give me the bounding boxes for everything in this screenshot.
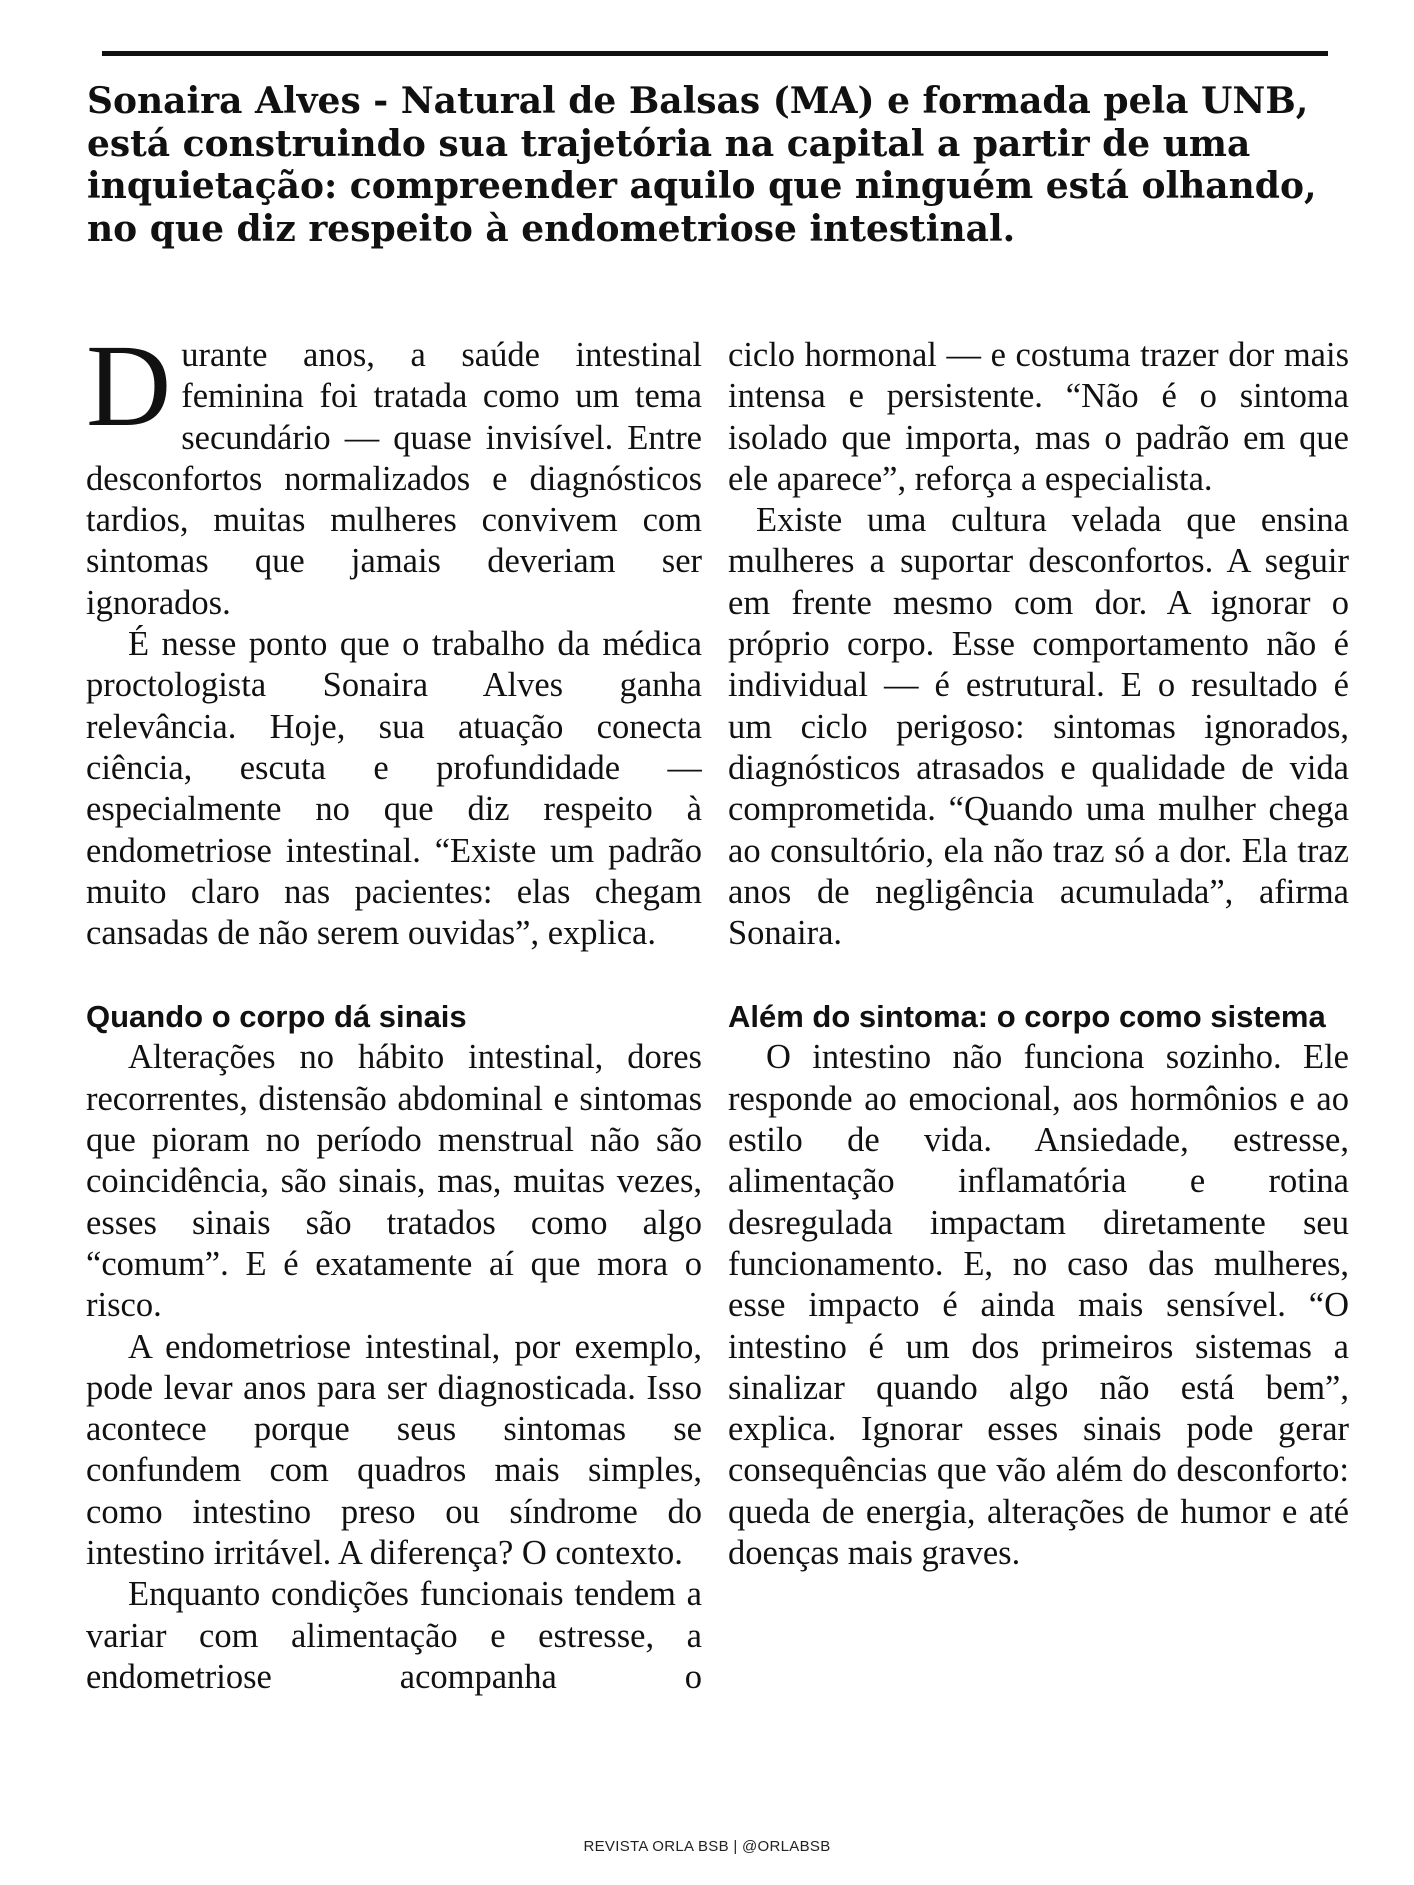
article-paragraph: ciclo hormonal — e costuma trazer dor mais intensa e persistente. “Não é o sintoma isolado que importa, mas o padrão em que ele aparece”, reforça a especialista. (728, 336, 1349, 498)
article-paragraph: Alterações no hábito intestinal, dores recorrentes, distensão abdominal e sintomas que pioram no período menstrual não são coincidência, são sinais, mas, muitas vezes, esses sinais são tratados como algo “comum”. E é exatamente aí que mora o risco. (86, 1038, 702, 1325)
lead-paragraph: Sonaira Alves - Natural de Balsas (MA) e formada pela UNB, está construindo sua trajetória na capital a partir de uma inquietação: compreender aquilo que ninguém está olhando, no que diz respeito à endometriose intestinal. (87, 80, 1317, 250)
page-footer: REVISTA ORLA BSB | @ORLABSB (583, 1838, 831, 1855)
drop-cap: D (86, 335, 172, 451)
article-paragraph: O intestino não funciona sozinho. Ele responde ao emocional, aos hormônios e ao estilo de vida. Ansiedade, estresse, alimentação inflamatória e rotina desregulada impactam diretamente seu funcionamento. E, no caso das mulheres, esse impacto é ainda mais sensível. “O intestino é um dos primeiros sistemas a sinalizar quando algo não está bem”, explica. Ignorar esses sinais pode gerar consequências que vão além do desconforto: queda de energia, alterações de humor e até doenças mais graves. (728, 1038, 1349, 1573)
right-column (728, 335, 1349, 1825)
article-paragraph: Enquanto condições funcionais tendem a variar com alimentação e estresse, a endometriose acompanha o (86, 1575, 702, 1696)
article-paragraph: A endometriose intestinal, por exemplo, pode levar anos para ser diagnosticada. Isso acontece porque seus sintomas se confundem com quadros mais simples, como intestino preso ou síndrome do intestino irritável. A diferença? O contexto. (86, 1327, 702, 1573)
section-heading: Quando o corpo dá sinais (86, 999, 467, 1035)
left-column (86, 335, 702, 1825)
article-paragraph (86, 335, 702, 624)
top-rule (102, 51, 1328, 56)
section-heading: Além do sintoma: o corpo como sistema (728, 999, 1326, 1035)
article-paragraph: É nesse ponto que o trabalho da médica proctologista Sonaira Alves ganha relevância. Hoje, sua atuação conecta ciência, escuta e profundidade — especialmente no que diz respeito à endometriose intestinal. “Existe um padrão muito claro nas pacientes: elas chegam cansadas de não serem ouvidas”, explica. (86, 625, 702, 953)
article-paragraph-text: urante anos, a saúde intestinal feminina foi tratada como um tema secundário — quase invisível. Entre desconfortos normalizados e diagnósticos tardios, muitas mulheres convivem com sintomas que jamais deveriam ser ignorados. (86, 336, 702, 622)
article-paragraph: Existe uma cultura velada que ensina mulheres a suportar desconfortos. A seguir em frente mesmo com dor. A ignorar o próprio corpo. Esse comportamento não é individual — é estrutural. E o resultado é um ciclo perigoso: sintomas ignorados, diagnósticos atrasados e qualidade de vida comprometida. “Quando uma mulher chega ao consultório, ela não traz só a dor. Ela traz anos de negligência acumulada”, afirma Sonaira. (728, 501, 1349, 953)
